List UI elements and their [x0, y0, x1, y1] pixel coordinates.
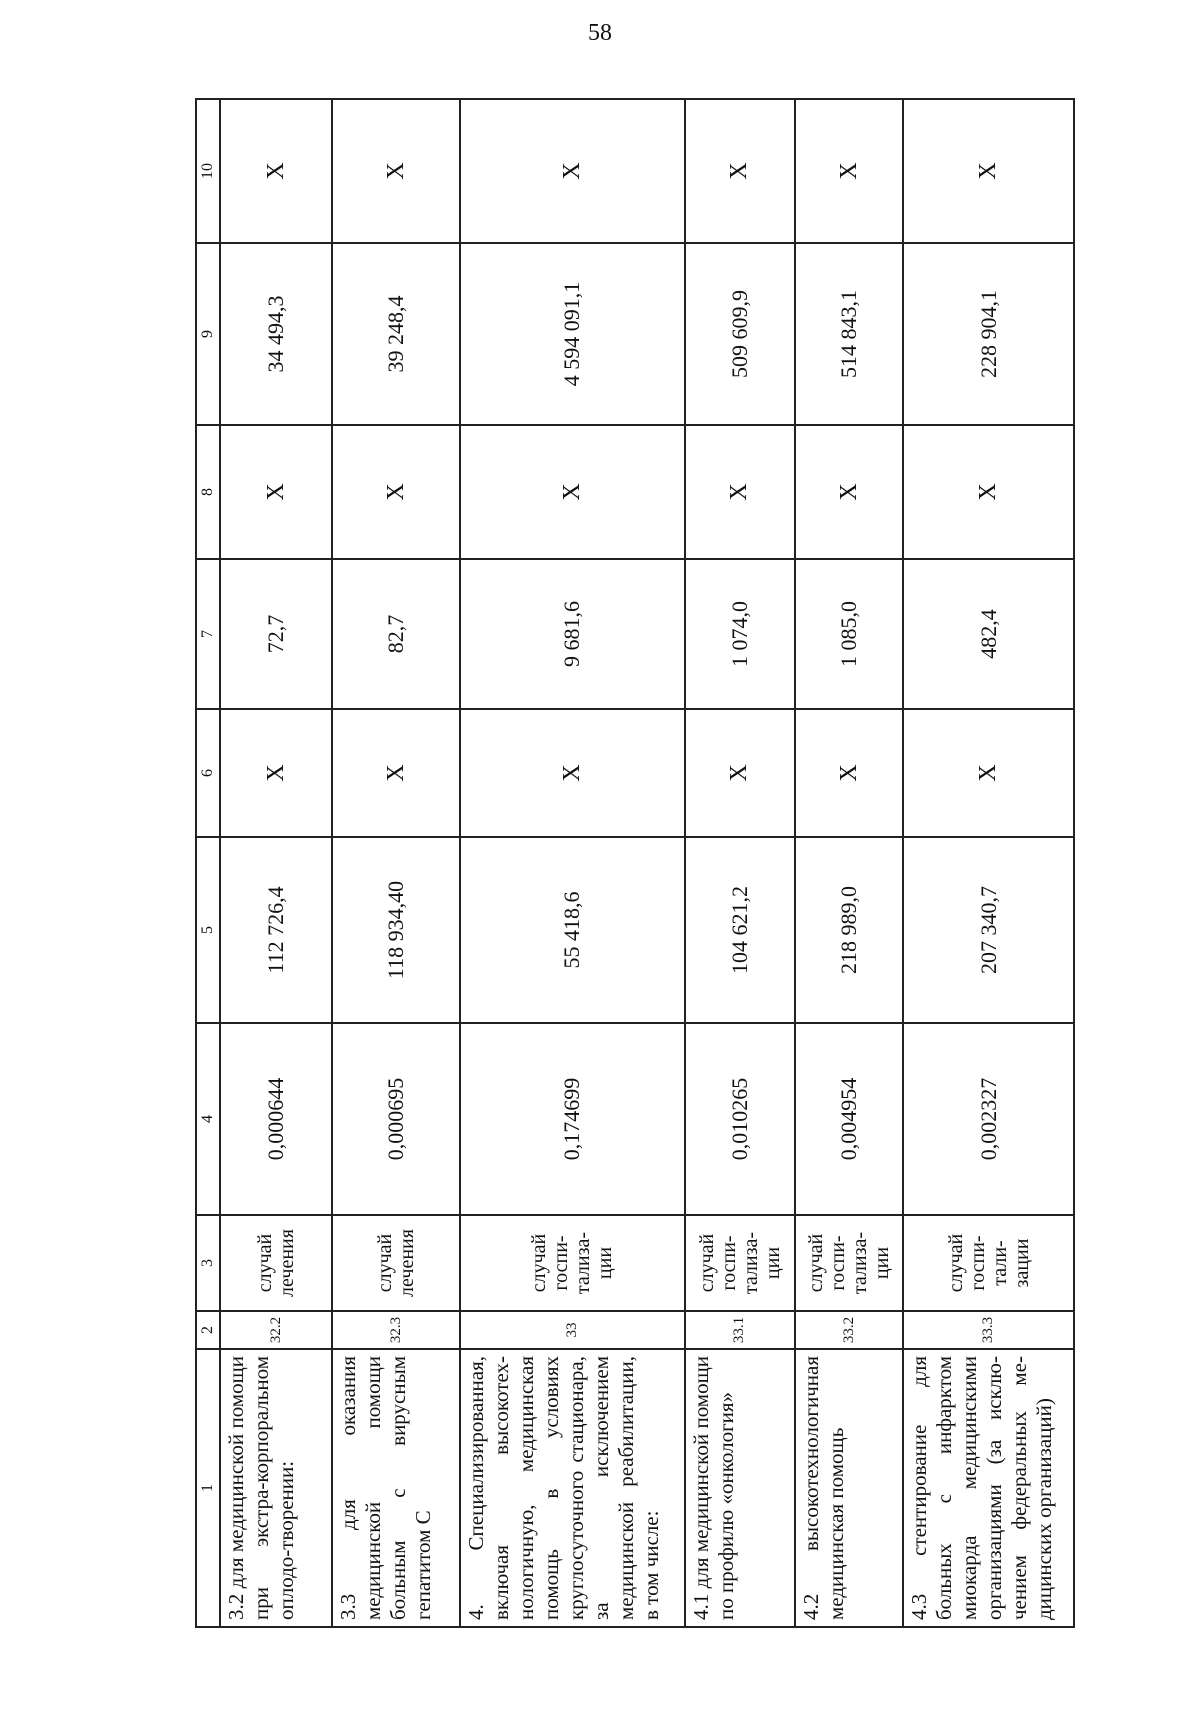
- cell-col6: X: [220, 709, 332, 837]
- row-unit: случай госпи-тализа-ции: [685, 1215, 795, 1311]
- cell-col5: 218 989,0: [795, 837, 903, 1023]
- cell-col4: 0,174699: [460, 1023, 685, 1215]
- row-name: 4.1 для медицинской помощи по профилю «онкология»: [685, 1349, 795, 1627]
- cell-col7: 482,4: [903, 559, 1074, 709]
- cell-col5: 104 621,2: [685, 837, 795, 1023]
- cell-col9: 514 843,1: [795, 243, 903, 425]
- row-unit: случай лечения: [332, 1215, 460, 1311]
- table-row: [220, 99, 332, 1627]
- cell-col10: X: [332, 99, 460, 243]
- cell-col4: 0,004954: [795, 1023, 903, 1215]
- header-cell: 10: [196, 99, 220, 243]
- cell-col6: X: [903, 709, 1074, 837]
- cell-col7: 9 681,6: [460, 559, 685, 709]
- cell-col7: 82,7: [332, 559, 460, 709]
- header-cell: 2: [196, 1311, 220, 1349]
- header-row: [196, 99, 220, 1627]
- row-name: 4.3 стентирование для больных с инфарктом миокарда медицинскими организациями (за исклю-чением федеральных ме-дицинских организаций): [903, 1349, 1074, 1627]
- row-unit: случай госпи-тали-зации: [903, 1215, 1074, 1311]
- row-code: 32.3: [332, 1311, 460, 1349]
- cell-col10: X: [460, 99, 685, 243]
- cell-col4: 0,000695: [332, 1023, 460, 1215]
- row-code: 32.2: [220, 1311, 332, 1349]
- cell-col8: X: [795, 425, 903, 559]
- row-code: 33.2: [795, 1311, 903, 1349]
- cell-col6: X: [685, 709, 795, 837]
- cell-col7: 1 085,0: [795, 559, 903, 709]
- header-cell: 4: [196, 1023, 220, 1215]
- cell-col6: X: [332, 709, 460, 837]
- row-unit: случай госпи-тализа-ции: [795, 1215, 903, 1311]
- header-cell: 7: [196, 559, 220, 709]
- cell-col8: X: [332, 425, 460, 559]
- cell-col9: 34 494,3: [220, 243, 332, 425]
- table-row: [795, 99, 903, 1627]
- cell-col6: X: [460, 709, 685, 837]
- row-name: 3.3 для оказания медицинской помощи больным с вирусным гепатитом С: [332, 1349, 460, 1627]
- row-code: 33.3: [903, 1311, 1074, 1349]
- page-number: 58: [588, 20, 612, 46]
- cell-col9: 39 248,4: [332, 243, 460, 425]
- cell-col5: 55 418,6: [460, 837, 685, 1023]
- cell-col5: 112 726,4: [220, 837, 332, 1023]
- cell-col6: X: [795, 709, 903, 837]
- data-table: [195, 98, 1075, 1628]
- header-cell: 8: [196, 425, 220, 559]
- row-name: 4. Специализированная, включая высокотех-нологичную, медицинская помощь в условиях круглосуточного стационара, за исключением медицинской реабилитации, в том числе:: [460, 1349, 685, 1627]
- cell-col7: 72,7: [220, 559, 332, 709]
- table-row: [332, 99, 460, 1627]
- cell-col5: 207 340,7: [903, 837, 1074, 1023]
- cell-col9: 228 904,1: [903, 243, 1074, 425]
- cell-col8: X: [220, 425, 332, 559]
- header-cell: 6: [196, 709, 220, 837]
- cell-col9: 4 594 091,1: [460, 243, 685, 425]
- cell-col4: 0,010265: [685, 1023, 795, 1215]
- table-row: [903, 99, 1074, 1627]
- row-code: 33.1: [685, 1311, 795, 1349]
- header-cell: 9: [196, 243, 220, 425]
- cell-col5: 118 934,40: [332, 837, 460, 1023]
- row-unit: случай лечения: [220, 1215, 332, 1311]
- row-name: 3.2 для медицинской помощи при экстра-корпоральном оплодо-творении:: [220, 1349, 332, 1627]
- cell-col8: X: [685, 425, 795, 559]
- cell-col4: 0,002327: [903, 1023, 1074, 1215]
- header-cell: 1: [196, 1349, 220, 1627]
- cell-col10: X: [903, 99, 1074, 243]
- cell-col10: X: [220, 99, 332, 243]
- cell-col4: 0,000644: [220, 1023, 332, 1215]
- cell-col10: X: [685, 99, 795, 243]
- row-code: 33: [460, 1311, 685, 1349]
- row-name: 4.2 высокотехнологичная медицинская помощь: [795, 1349, 903, 1627]
- table-row: [460, 99, 685, 1627]
- header-cell: 5: [196, 837, 220, 1023]
- row-unit: случай госпи-тализа-ции: [460, 1215, 685, 1311]
- cell-col8: X: [460, 425, 685, 559]
- cell-col10: X: [795, 99, 903, 243]
- header-cell: 3: [196, 1215, 220, 1311]
- cell-col8: X: [903, 425, 1074, 559]
- rotated-table-frame: [195, 100, 1075, 1628]
- table-row: [685, 99, 795, 1627]
- cell-col7: 1 074,0: [685, 559, 795, 709]
- cell-col9: 509 609,9: [685, 243, 795, 425]
